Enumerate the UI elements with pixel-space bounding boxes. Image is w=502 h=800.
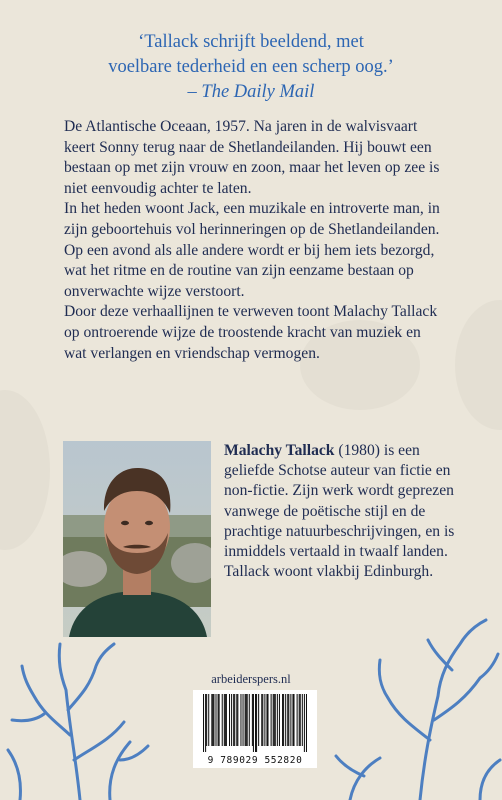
- blurb-paragraph: In het heden woont Jack, een muzikale en introverte man, in zijn geboortehuis vol herinneringen op de Shetlandeilanden. Op een avond als alle andere wordt er bij hem iets bezorgd, wat het ritme en de routine van zijn eenzame bestaan op onverwachte wijze verstoort.: [64, 200, 440, 300]
- barcode-bar: [218, 694, 219, 746]
- barcode-bar: [240, 694, 241, 746]
- author-photo: [63, 441, 211, 637]
- barcode-bar: [205, 694, 206, 752]
- barcode-bar: [288, 694, 289, 746]
- barcode-bar: [302, 694, 303, 746]
- author-bio-text: (1980) is een geliefde Schotse auteur van fictie en non-fictie. Zijn werk wordt geprezen vanwege de poëtische stijl en de prachtige natuurbeschrijvingen, en is inmiddels vertaald in twaalf landen. Tallack woont vlakbij Edinburgh.: [224, 442, 455, 581]
- author-bio: [224, 441, 459, 582]
- barcode-bar: [290, 694, 291, 746]
- barcode-bar: [247, 694, 248, 746]
- barcode-bar: [252, 694, 253, 746]
- barcode-bar: [234, 694, 235, 746]
- barcode-bar: [261, 694, 262, 746]
- barcode-bar: [273, 694, 274, 746]
- barcode-bar: [283, 694, 284, 746]
- publisher-url: arbeiderspers.nl: [211, 672, 291, 686]
- barcode-bar: [225, 694, 226, 746]
- barcode-bar: [243, 694, 244, 746]
- quote-line: voelbare tederheid en een scherp oog.’: [108, 57, 394, 77]
- barcode-bar: [213, 694, 214, 746]
- blurb-paragraph: De Atlantische Oceaan, 1957. Na jaren in de walvisvaart keert Sonny terug naar de Shetlandeilanden. Hij bouwt een bestaan op met zijn vrouw en zoon, maar het leven op zee is niet eenvoudig achter te laten.: [64, 118, 440, 197]
- barcode-bar: [292, 694, 293, 746]
- barcode-bar: [262, 694, 263, 746]
- barcode-bar: [266, 694, 267, 746]
- barcode-bar: [215, 694, 216, 746]
- barcode-bar: [212, 694, 213, 746]
- barcode-bar: [236, 694, 237, 746]
- quote-source: – The Daily Mail: [187, 82, 315, 102]
- barcode-bar: [274, 694, 275, 746]
- barcode-bar: [282, 694, 283, 746]
- background-pebble: [455, 300, 502, 430]
- book-blurb: [64, 117, 444, 364]
- barcode-bar: [229, 694, 230, 746]
- isbn-barcode: [193, 690, 317, 768]
- barcode-bar: [264, 694, 265, 746]
- barcode-bar: [267, 694, 268, 746]
- barcode-bar: [297, 694, 298, 746]
- barcode-bar: [279, 694, 280, 746]
- barcode-digits: 9 789029 552820: [207, 755, 303, 766]
- barcode-bar: [208, 694, 209, 746]
- background-pebble: [0, 390, 50, 550]
- barcode-bar: [246, 694, 247, 746]
- barcode-bar: [300, 694, 301, 746]
- barcode-bar: [277, 694, 278, 746]
- barcode-bar: [226, 694, 227, 746]
- barcode-bar: [222, 694, 223, 746]
- coral-illustration-left: [0, 630, 150, 800]
- blurb-paragraph: Door deze verhaallijnen te verweven toont Malachy Tallack op ontroerende wijze de troostende kracht van muziek en wat verlangen en vriendschap vermogen.: [64, 303, 438, 362]
- barcode-bar: [304, 694, 305, 752]
- barcode-bar: [256, 694, 257, 752]
- barcode-bar: [287, 694, 288, 746]
- quote-line: ‘Tallack schrijft beeldend, met: [138, 32, 364, 52]
- barcode-bar: [253, 694, 254, 752]
- barcode-bar: [206, 694, 207, 746]
- barcode-bar: [271, 694, 272, 746]
- barcode-bar: [306, 694, 307, 752]
- barcode-bar: [299, 694, 300, 746]
- barcode-bar: [258, 694, 259, 746]
- barcode-bar: [211, 694, 212, 746]
- barcode-bar: [245, 694, 246, 746]
- author-name: Malachy Tallack: [224, 442, 335, 459]
- barcode-bar: [249, 694, 250, 746]
- barcode-bar: [293, 694, 294, 746]
- barcode-bar: [219, 694, 220, 746]
- author-portrait-image: [63, 441, 211, 637]
- barcode-bar: [285, 694, 286, 746]
- barcode-bar: [275, 694, 276, 746]
- barcode-bar: [203, 694, 204, 752]
- barcode-bar: [255, 694, 256, 752]
- review-quote: [0, 30, 502, 105]
- barcode-bar: [233, 694, 234, 746]
- barcode-bar: [231, 694, 232, 746]
- barcode-bar: [237, 694, 238, 746]
- coral-illustration-right: [330, 600, 502, 800]
- barcode-bar: [224, 694, 225, 746]
- barcode-bars: [193, 690, 317, 754]
